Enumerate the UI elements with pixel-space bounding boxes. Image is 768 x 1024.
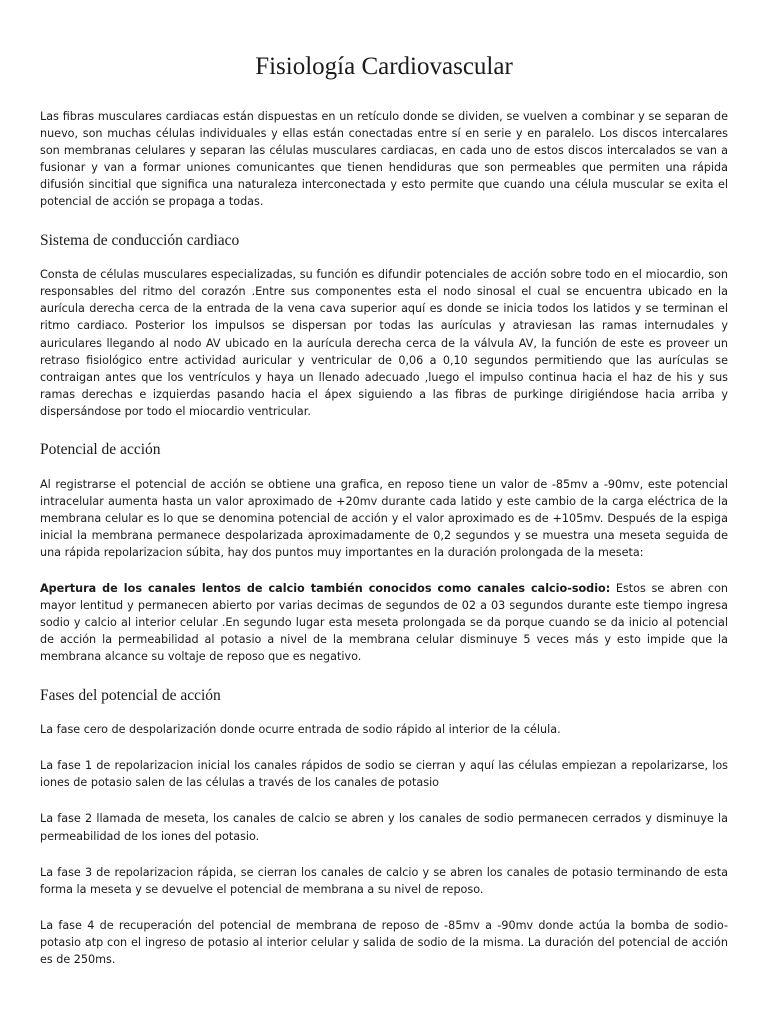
intro-paragraph: Las fibras musculares cardiacas están dispuestas en un retículo donde se dividen, se vuelven a combinar y se separan de nuevo, son muchas células individuales y ellas están conectadas entre sí en serie y en paralelo. Los discos intercalares son membranas celulares y separan las células musculares cardiacas, en cada uno de estos discos intercalados se van a fusionar y van a formar uniones comunicantes que tienen hendiduras que son permeables que permiten una rápida difusión sincitial que significa una naturaleza interconectada y esto permite que cuando una célula muscular se exita el potencial de acción se propaga a todas. [40,110,728,209]
conduction-paragraph: Consta de células musculares especializadas, su función es difundir potenciales de acción sobre todo en el miocardio, son responsables del ritmo del corazón .Entre sus componentes esta el nodo sinosal el cual se encuentra ubicado en la aurícula derecha cerca de la entrada de la vena cava superior aquí es donde se inicia todos los latidos y se terminan el ritmo cardiaco. Posterior los impulsos se dispersan por todas las aurículas y atraviesan las ramas internudales y auriculares llegando al nodo AV ubicado en la aurícula derecha cerca de la válvula AV, la función de este es proveer un retraso fisiológico entre actividad auricular y ventricular de 0,06 a 0,10 segundos permitiendo que las aurículas se contraigan antes que los ventrículos y haya un llenado adecuado ,luego el impulso continua hacia el haz de his y sus ramas derechas e izquierdas pasando hacia el ápex siguiendo a las fibras de purkinge dirigiéndose hacia arriba y dispersándose por todo el miocardio ventricular. [40,268,728,418]
calcium-channels-text: Estos se abren con mayor lentitud y permanecen abierto por varias decimas de segundos de 02 a 03 segundos durante este tiempo ingresa sodio y calcio al interior celular .En segundo lugar esta meseta prolongada se da porque cuando se da inicio al potencial de acción la permeabilidad al potasio a nivel de la membrana celular disminuye 5 veces más y esto impide que la membrana alcance su voltaje de reposo que es negativo. [40,582,729,664]
section-heading-action-potential: Potencial de acción [40,441,161,458]
section-heading-phases: Fases del potencial de acción [40,686,221,704]
calcium-channels-paragraph [40,580,728,665]
action-potential-paragraph: Al registrarse el potencial de acción se obtiene una grafica, en reposo tiene un valor de -85mv a -90mv, este potencial intracelular aumenta hasta un valor aproximado de +20mv durante cada latido y este cambio de la carga eléctrica de la membrana celular es lo que se denomina potencial de acción y el valor aproximado es de +105mv. Después de la espiga inicial la membrana permanece despolarizada aproximadamente de 0,2 segundos y se muestra una meseta seguida de una rápida repolarizacion súbita, hay dos puntos muy importantes en la duración prolongada de la meseta: [40,477,728,559]
calcium-channels-lead: Apertura de los canales lentos de calcio también conocidos como canales calcio-sodio: [40,582,611,596]
phase-2-paragraph: La fase 2 llamada de meseta, los canales de calcio se abren y los canales de sodio permanecen cerrados y disminuye la permeabilidad de los iones del potasio. [40,812,728,843]
section-heading-conduction: Sistema de conducción cardiaco [40,231,240,249]
page-title: Fisiología Cardiovascular [255,53,513,80]
phase-3-paragraph: La fase 3 de repolarizacion rápida, se cierran los canales de calcio y se abren los canales de potasio terminando de esta forma la meseta y se devuelve el potencial de membrana a su nivel de reposo. [40,865,728,896]
phase-4-paragraph: La fase 4 de recuperación del potencial de membrana de reposo de -85mv a -90mv donde actúa la bomba de sodio-potasio atp con el ingreso de potasio al interior celular y salida de sodio de la misma. La duración del potencial de acción es de 250ms. [40,918,728,966]
phase-1-paragraph: La fase 1 de repolarizacion inicial los canales rápidos de sodio se cierran y aquí las células empiezan a repolarizarse, los iones de potasio salen de las células a través de los canales de potasio [40,759,728,790]
phase-0-paragraph: La fase cero de despolarización donde ocurre entrada de sodio rápido al interior de la célula. [40,723,561,737]
